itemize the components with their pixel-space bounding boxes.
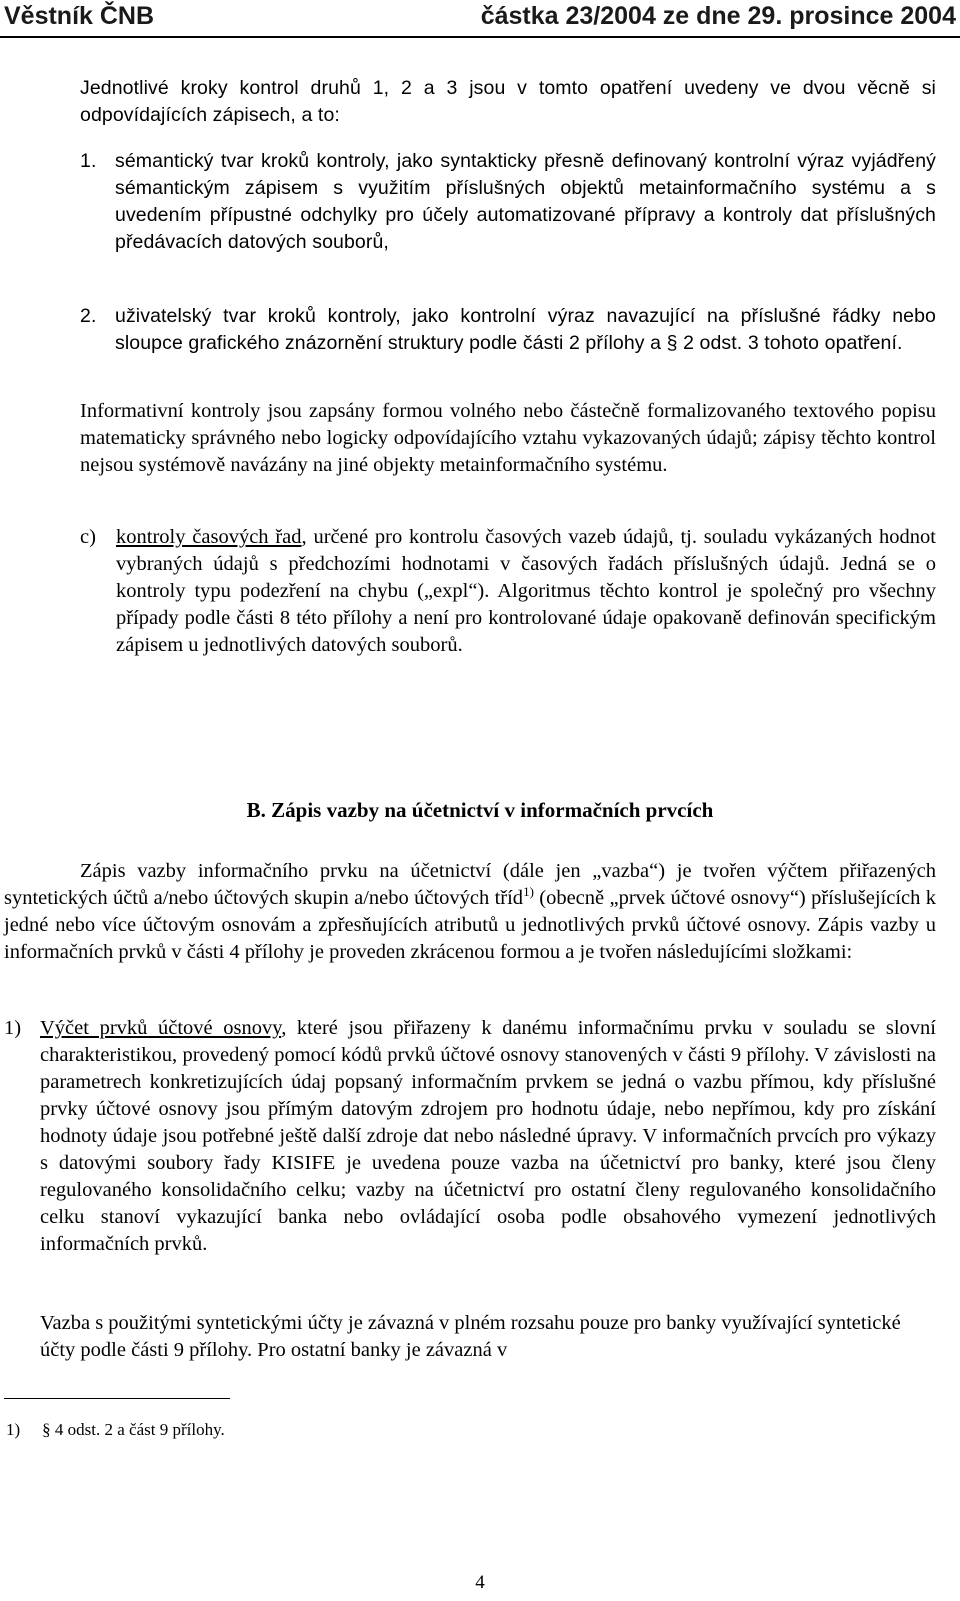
item-1-label: 1) xyxy=(4,1017,22,1039)
list-number-2: 2. xyxy=(80,305,97,327)
item-c-term: kontroly časových řad xyxy=(116,526,302,548)
section-b-paragraph xyxy=(4,858,936,966)
intro-paragraph: Jednotlivé kroky kontrol druhů 1, 2 a 3 jsou v tomto opatření uvedeny ve dvou věcně si odpovídajících zápisech, a to: xyxy=(80,77,936,126)
item-c-paragraph xyxy=(116,524,936,659)
page-number: 4 xyxy=(475,1572,485,1593)
item-1-term: Výčet prvků účtové osnovy xyxy=(40,1017,282,1039)
footnote-ref: 1) xyxy=(523,884,534,899)
list-number-1: 1. xyxy=(80,150,97,172)
item-c-label: c) xyxy=(80,526,96,548)
footnote-label: 1) xyxy=(6,1420,21,1439)
section-b-text-1: Zápis vazby informačního prvku na účetnictví (dále jen „vazba“) je tvořen výčtem přiřazených syntetických účtů a/nebo účtových skupin a/nebo účtových tříd xyxy=(4,860,936,909)
item-1-text: , které jsou přiřazeny k danému informačnímu prvku v souladu se slovní charakteristikou, provedený pomocí kódů prvků účtové osnovy stanovených v části 9 přílohy. V závislosti na parametrech konkretizujících údaj popsaný informačním prvkem se jedná o vazbu přímou, kdy příslušné prvky účtové osnovy jsou přímým datovým zdrojem pro hodnotu údaje, nebo nepřímou, kdy pro získání hodnoty údaje jsou potřebné ještě další zdroje dat nebo následné úpravy. V informačních prvcích pro výkazy s datovými soubory řady KISIFE je uvedena pouze vazba na účetnictví pro banky, které jsou členy regulovaného konsolidačního celku; vazby na účetnictví pro ostatní členy regulovaného konsolidačního celku stanoví vykazující banka nebo ovládající osoba podle obsahového vymezení jednotlivých informačních prvků. xyxy=(40,1017,936,1255)
page-header xyxy=(4,2,956,36)
informative-paragraph: Informativní kontroly jsou zapsány formou volného nebo částečně formalizovaného textového popisu matematicky správného nebo logicky odpovídajícího vztahu vykazovaných údajů; zápisy těchto kontrol nejsou systémově navázány na jiné objekty metainformačního systému. xyxy=(80,400,936,476)
list-item-1-text: sémantický tvar kroků kontroly, jako syntakticky přesně definovaný kontrolní výraz vyjádřený sémantickým zápisem s využitím příslušných objektů metainformačního systému a s uvedením přípustné odchylky pro účely automatizované přípravy a kontroly dat příslušných předávacích datových souborů, xyxy=(115,150,936,253)
item-1-paragraph xyxy=(40,1015,936,1258)
journal-title: Věstník ČNB xyxy=(4,2,155,30)
item-c-text: , určené pro kontrolu časových vazeb údajů, tj. souladu vykázaných hodnot vybraných údajů s předchozími hodnotami v časových řadách příslušných údajů. Jedná se o kontroly typu podezření na chybu („expl“). Algoritmus těchto kontrol je společný pro všechny případy podle části 8 této přílohy a není pro kontrolované údaje opakovaně definován specifickým zápisem u jednotlivých datových souborů. xyxy=(116,526,936,656)
header-rule xyxy=(0,36,960,38)
footnote-text: § 4 odst. 2 a část 9 přílohy. xyxy=(42,1420,225,1439)
section-b-text-2: (obecně „prvek účtové osnovy“) příslušejících k jedné nebo více účtovým osnovám a zpřesňujících atributů u jednotlivých prvků účtové osnovy. Zápis vazby u informačních prvků v části 4 přílohy je proveden zkrácenou formou a je tvořen následujícími složkami: xyxy=(4,887,936,963)
section-b-title: B. Zápis vazby na účetnictví v informačních prvcích xyxy=(246,798,714,822)
issue-info: částka 23/2004 ze dne 29. prosince 2004 xyxy=(480,2,956,30)
footnote xyxy=(6,1420,225,1440)
footnote-rule xyxy=(4,1398,230,1399)
list-item-2-text: uživatelský tvar kroků kontroly, jako kontrolní výraz navazující na příslušné řádky nebo sloupce grafického znázornění struktury podle části 2 přílohy a § 2 odst. 3 tohoto opatření. xyxy=(115,305,936,354)
last-paragraph: Vazba s použitými syntetickými účty je závazná v plném rozsahu pouze pro banky využívající syntetické účty podle části 9 přílohy. Pro ostatní banky je závazná v xyxy=(40,1312,901,1361)
